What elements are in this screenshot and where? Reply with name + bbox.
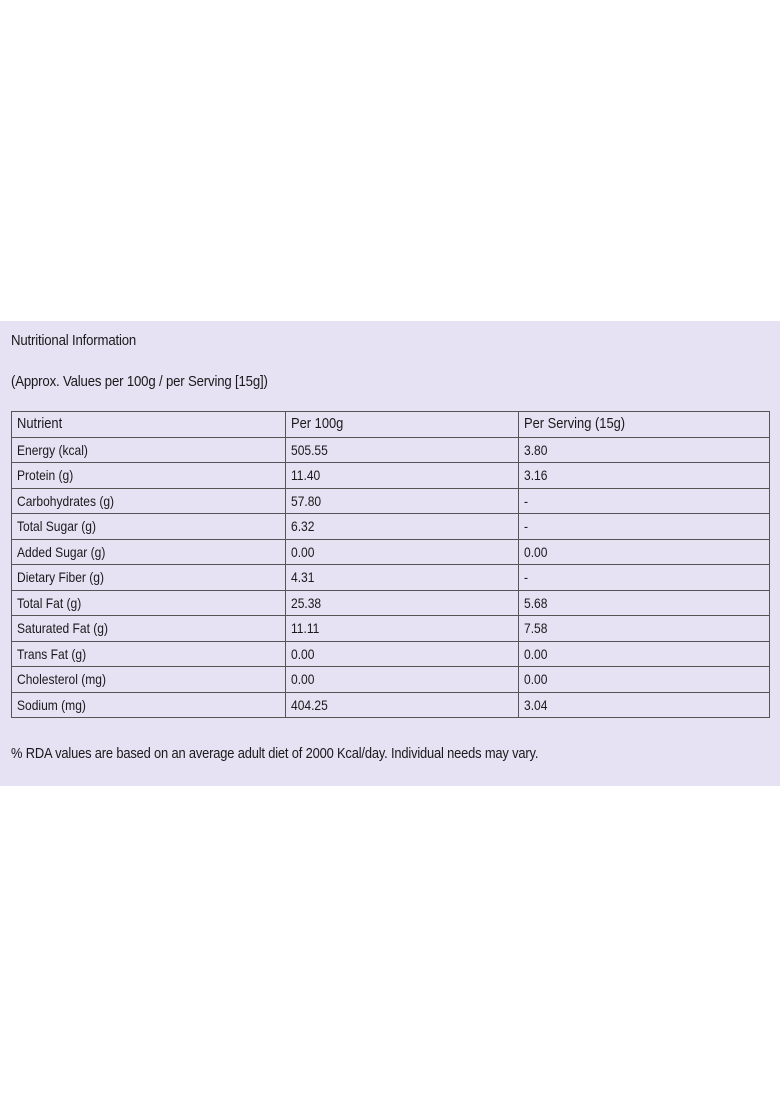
per-serving-cell: 7.58: [519, 616, 770, 642]
nutrient-cell: Added Sugar (g): [12, 539, 286, 565]
panel-subtitle: (Approx. Values per 100g / per Serving [15g]): [11, 373, 268, 390]
table-row: [12, 667, 770, 693]
rda-footnote: % RDA values are based on an average adult diet of 2000 Kcal/day. Individual needs may vary.: [11, 745, 539, 762]
per-100g-cell: 6.32: [286, 514, 519, 540]
per-serving-cell: 0.00: [519, 539, 770, 565]
nutrient-cell: Dietary Fiber (g): [12, 565, 286, 591]
per-100g-cell: 4.31: [286, 565, 519, 591]
table-row: [12, 641, 770, 667]
per-serving-cell: 3.16: [519, 463, 770, 489]
per-serving-cell: 3.80: [519, 437, 770, 463]
per-serving-cell: -: [519, 565, 770, 591]
per-serving-cell: -: [519, 514, 770, 540]
nutrient-cell: Total Sugar (g): [12, 514, 286, 540]
nutrient-cell: Trans Fat (g): [12, 641, 286, 667]
nutrient-cell: Cholesterol (mg): [12, 667, 286, 693]
per-serving-cell: -: [519, 488, 770, 514]
per-100g-cell: 11.11: [286, 616, 519, 642]
table-row: [12, 539, 770, 565]
per-100g-cell: 0.00: [286, 667, 519, 693]
per-100g-cell: 404.25: [286, 692, 519, 718]
table-row: [12, 565, 770, 591]
per-serving-cell: 0.00: [519, 667, 770, 693]
nutrient-cell: Energy (kcal): [12, 437, 286, 463]
per-100g-cell: 505.55: [286, 437, 519, 463]
table-row: [12, 590, 770, 616]
nutrient-cell: Sodium (mg): [12, 692, 286, 718]
nutrition-panel: [0, 321, 780, 786]
nutrient-cell: Total Fat (g): [12, 590, 286, 616]
header-nutrient: Nutrient: [12, 412, 286, 438]
table-row: [12, 437, 770, 463]
per-100g-cell: 0.00: [286, 539, 519, 565]
nutrient-cell: Carbohydrates (g): [12, 488, 286, 514]
table-row: [12, 514, 770, 540]
nutrient-cell: Saturated Fat (g): [12, 616, 286, 642]
panel-title: Nutritional Information: [11, 332, 137, 349]
table-row: [12, 488, 770, 514]
table-row: [12, 616, 770, 642]
table-row: [12, 463, 770, 489]
table-row: [12, 692, 770, 718]
per-100g-cell: 57.80: [286, 488, 519, 514]
header-per-serving: Per Serving (15g): [519, 412, 770, 438]
per-100g-cell: 0.00: [286, 641, 519, 667]
per-serving-cell: 0.00: [519, 641, 770, 667]
nutrition-table: [11, 411, 770, 718]
per-serving-cell: 3.04: [519, 692, 770, 718]
per-100g-cell: 11.40: [286, 463, 519, 489]
per-100g-cell: 25.38: [286, 590, 519, 616]
per-serving-cell: 5.68: [519, 590, 770, 616]
header-per-100g: Per 100g: [286, 412, 519, 438]
nutrient-cell: Protein (g): [12, 463, 286, 489]
table-header-row: [12, 412, 770, 438]
